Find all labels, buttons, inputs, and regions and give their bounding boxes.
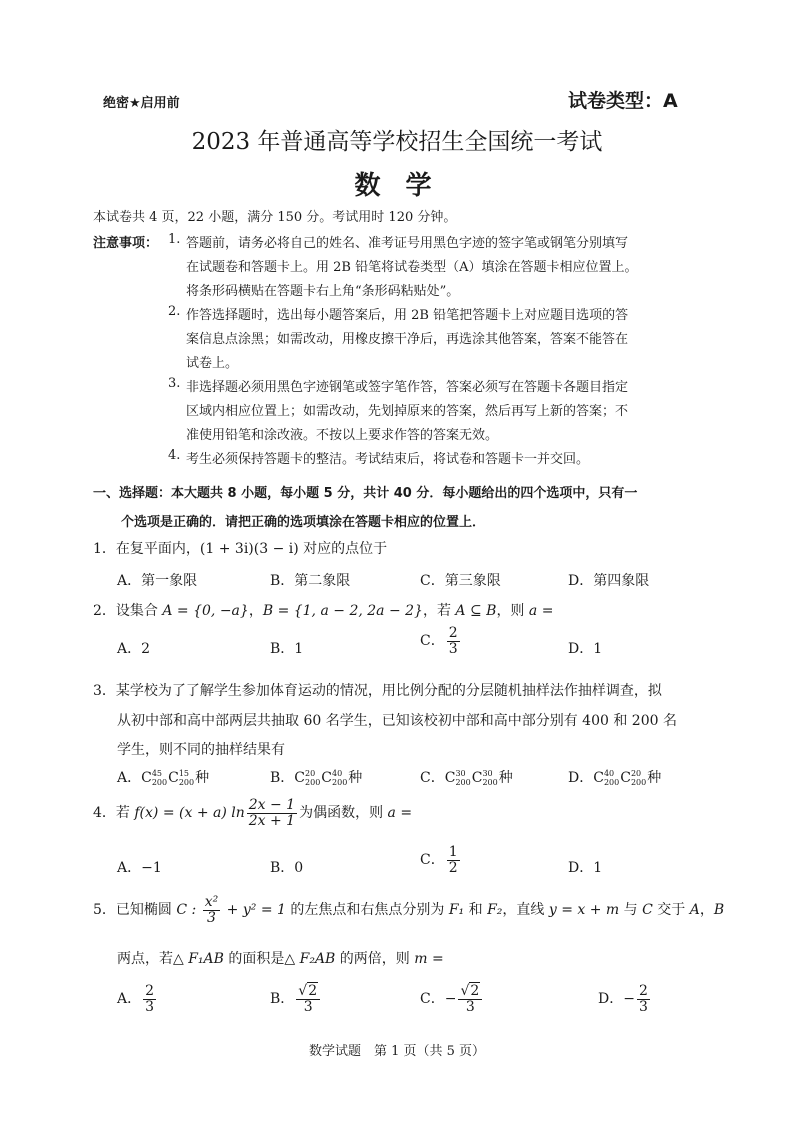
question-1: 1．在复平面内，(1 + 3i)(3 − i) 对应的点位于 bbox=[93, 541, 388, 557]
option-a: A．2 bbox=[117, 641, 151, 657]
math-expr: (1 + 3i)(3 − i) bbox=[199, 541, 299, 557]
option-a: A． $\frac{2}{3}$ bbox=[117, 983, 155, 1015]
option-d: D．1 bbox=[568, 860, 603, 876]
note-number: 2. bbox=[168, 304, 181, 319]
question-number: 2． bbox=[93, 603, 116, 619]
option-d: D．第四象限 bbox=[568, 573, 650, 589]
notes-label: 注意事项： bbox=[93, 236, 159, 251]
page-footer: 数学试题 第 1 页（共 5 页） bbox=[308, 1044, 486, 1059]
option-d: D．1 bbox=[568, 641, 603, 657]
section-heading: 一、选择题：本大题共 8 小题，每小题 5 分，共计 40 分．每小题给出的四个选项中，只有一 bbox=[93, 486, 638, 501]
question-5: 5．已知椭圆 C : $\frac{\text{x²}}{3}$ + y² = 1 的左焦点和右焦点分别为 F₁ 和 F₂，直线 y = x + m 与 C 交于 A，B bbox=[93, 894, 725, 926]
note-line: 非选择题必须用黑色字迹钢笔或签字笔作答，答案必须写在答题卡各题目指定 bbox=[186, 380, 629, 395]
section-heading-cont: 个选项是正确的．请把正确的选项填涂在答题卡相应的位置上． bbox=[121, 515, 486, 530]
note-line: 答题前，请务必将自己的姓名、准考证号用黑色字迹的签字笔或钢笔分别填写 bbox=[186, 236, 629, 251]
fraction: $\frac{2}{3}$ bbox=[448, 625, 458, 657]
question-3: 3．某学校为了了解学生参加体育运动的情况，用比例分配的分层随机抽样法作抽样调查，拟 bbox=[93, 683, 662, 699]
note-line: 案信息点涂黑；如需改动，用橡皮擦干净后，再选涂其他答案，答案不能答在 bbox=[186, 332, 629, 347]
confidential-label: 绝密★启用前 bbox=[103, 96, 180, 111]
fraction: $\frac{√2}{3}$ bbox=[458, 984, 482, 1014]
option-b: B．1 bbox=[270, 641, 304, 657]
fraction: $\frac{2}{3}$ bbox=[638, 983, 648, 1015]
subject-title: 数 学 bbox=[354, 171, 440, 201]
option-a: A．C 45 200 C 15 200 种 bbox=[117, 769, 210, 787]
function-expr: f(x) = (x + a) ln bbox=[134, 805, 245, 822]
option-c: C．− $\frac{√2}{3}$ bbox=[420, 984, 484, 1014]
note-line: 在试题卷和答题卡上。用 2B 铅笔将试卷类型（A）填涂在答题卡相应位置上。 bbox=[186, 260, 638, 275]
sqrt-sign: √ bbox=[460, 983, 470, 999]
fraction: $\frac{√2}{3}$ bbox=[296, 984, 320, 1014]
note-line: 考生必须保持答题卡的整洁。考试结束后，将试卷和答题卡一并交回。 bbox=[186, 452, 590, 467]
fraction: $\frac{2x - 1}{2x + 1}$ bbox=[248, 797, 296, 829]
question-number: 4． bbox=[93, 805, 116, 822]
fraction: $\frac{2}{3}$ bbox=[145, 983, 155, 1015]
option-c: C．C 30 200 C 30 200 种 bbox=[420, 769, 513, 787]
question-number: 5． bbox=[93, 902, 116, 919]
option-d: D．C 40 200 C 20 200 种 bbox=[568, 769, 662, 787]
set-b: B = {1, a − 2, 2a − 2} bbox=[262, 603, 423, 619]
question-number: 1． bbox=[93, 541, 116, 557]
option-d: D．− $\frac{2}{3}$ bbox=[598, 983, 648, 1015]
note-line: 准使用铅笔和涂改液。不按以上要求作答的答案无效。 bbox=[186, 428, 499, 443]
option-b: B． $\frac{√2}{3}$ bbox=[270, 984, 322, 1014]
fraction: $\frac{1}{2}$ bbox=[448, 844, 458, 876]
note-line: 试卷上。 bbox=[186, 356, 239, 371]
question-3-line: 学生，则不同的抽样结果有 bbox=[117, 742, 285, 758]
option-c: C． $\frac{2}{3}$ bbox=[420, 625, 458, 657]
fraction: $\frac{\text{x²}}{3}$ bbox=[204, 894, 219, 926]
option-a: A．−1 bbox=[117, 860, 162, 876]
question-4: 4．若 f(x) = (x + a) ln $\frac{2x - 1}{2x + 1}$ 为偶函数，则 a = bbox=[93, 797, 413, 829]
question-3-line: 从初中部和高中部两层共抽取 60 名学生，已知该校初中部和高中部分别有 400 和 200 名 bbox=[117, 713, 677, 729]
set-a: A = {0, −a} bbox=[162, 603, 249, 619]
note-line: 作答选择题时，选出每小题答案后，用 2B 铅笔把答题卡上对应题目选项的答 bbox=[186, 308, 629, 323]
option-c: C．第三象限 bbox=[420, 573, 501, 589]
exam-intro: 本试卷共 4 页，22 小题，满分 150 分。考试用时 120 分钟。 bbox=[93, 210, 457, 225]
option-b: B．C 20 200 C 40 200 种 bbox=[270, 769, 363, 787]
note-line: 区域内相应位置上；如需改动，先划掉原来的答案，然后再写上新的答案；不 bbox=[186, 404, 629, 419]
note-number: 4. bbox=[168, 448, 181, 463]
question-5-line: 两点，若△ F₁AB 的面积是△ F₂AB 的两倍，则 m = bbox=[117, 951, 444, 967]
note-number: 3. bbox=[168, 376, 181, 391]
exam-title: 2023 年普通高等学校招生全国统一考试 bbox=[191, 129, 603, 155]
option-b: B．第二象限 bbox=[270, 573, 351, 589]
paper-type-label: 试卷类型：A bbox=[568, 90, 678, 112]
note-number: 1. bbox=[168, 232, 181, 247]
question-number: 3． bbox=[93, 683, 116, 699]
sqrt-sign: √ bbox=[298, 983, 308, 999]
option-c: C． $\frac{1}{2}$ bbox=[420, 844, 458, 876]
option-a: A．第一象限 bbox=[117, 573, 198, 589]
question-2: 2．设集合 A = {0, −a}，B = {1, a − 2, 2a − 2}，若 A ⊆ B，则 a = bbox=[93, 603, 554, 619]
note-line: 将条形码横贴在答题卡右上角“条形码粘贴处”。 bbox=[186, 284, 460, 299]
option-b: B．0 bbox=[270, 860, 304, 876]
